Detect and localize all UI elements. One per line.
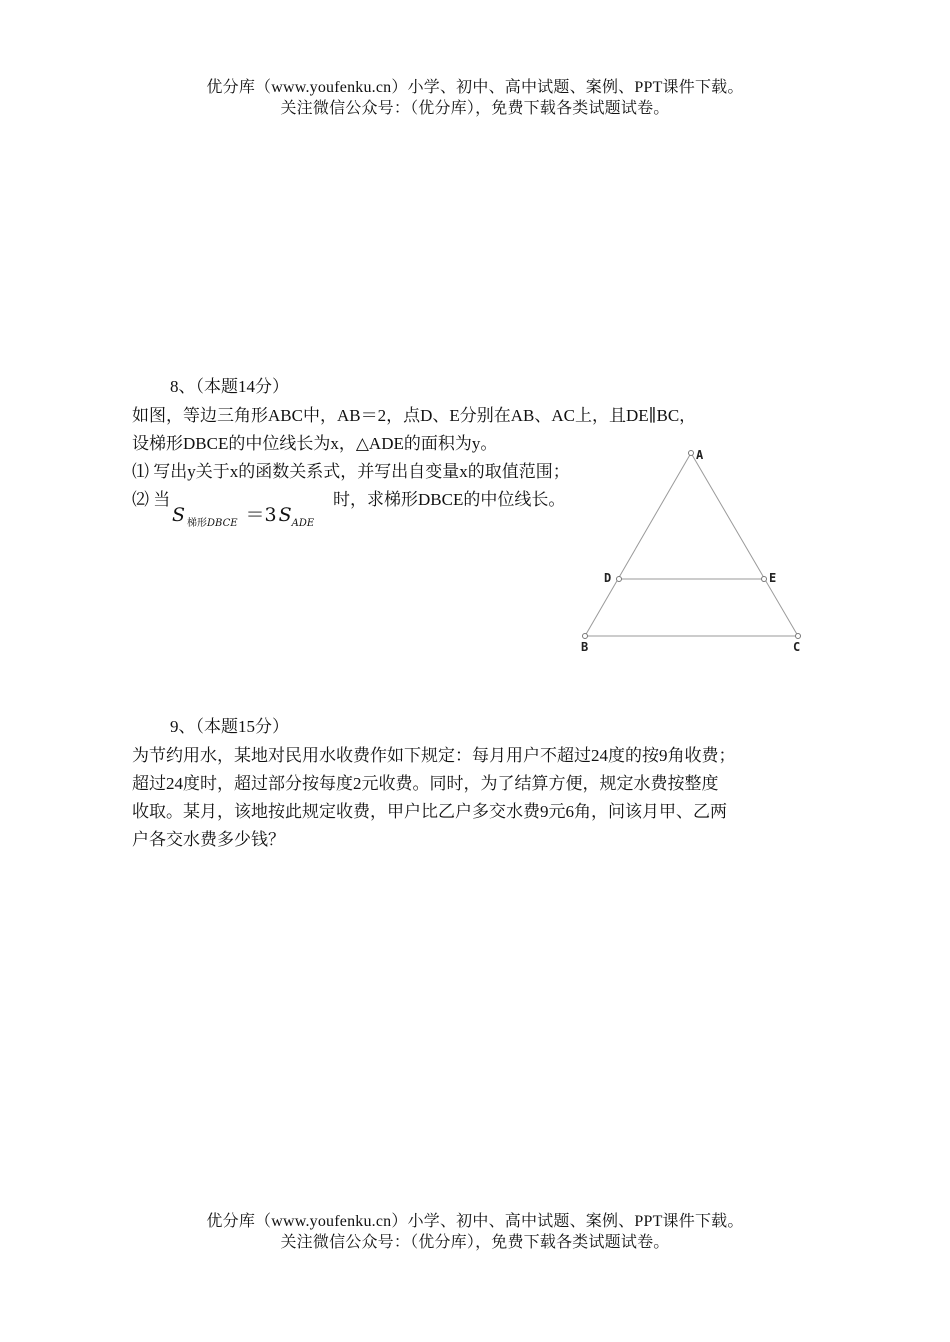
formula-sub-ade: ADE (291, 518, 315, 529)
header-line-1: 优分库（www.youfenku.cn）小学、初中、高中试题、案例、PPT课件下载。 (206, 79, 744, 96)
question-9-line-1: 为节约用水，某地对民用水收费作如下规定：每月用户不超过24度的按9角收费； (132, 746, 736, 765)
footer-line-1: 优分库（www.youfenku.cn）小学、初中、高中试题、案例、PPT课件下载。 (206, 1213, 744, 1230)
label-a: A (696, 448, 704, 462)
point-a (689, 451, 694, 456)
area-ratio-formula (172, 500, 332, 530)
question-9-line-2: 超过24度时，超过部分按每度2元收费。同时，为了结算方便，规定水费按整度 (132, 774, 719, 793)
triangle-figure (570, 440, 820, 660)
formula-sub-dbce: DBCE (207, 518, 238, 529)
question-9-line-3: 收取。某月，该地按此规定收费，甲户比乙户多交水费9元6角，问该月甲、乙两 (132, 802, 727, 821)
page-footer (0, 1211, 950, 1253)
formula-s-trapezoid: S (172, 504, 186, 526)
footer-line-2: 关注微信公众号：（优分库），免费下载各类试题试卷。 (280, 1234, 670, 1251)
question-8-part-2-prefix: ⑵ 当 (132, 490, 171, 509)
side-ab (585, 453, 691, 636)
label-c: C (793, 640, 801, 654)
label-b: B (581, 640, 589, 654)
question-8-part-2-suffix: 时，求梯形DBCE的中位线长。 (333, 490, 566, 509)
formula-s-triangle: S (278, 504, 292, 526)
point-d (617, 577, 622, 582)
question-8-line-1: 如图，等边三角形ABC中，AB＝2，点D、E分别在AB、AC上，且DE∥BC， (132, 406, 697, 425)
page-header (0, 77, 950, 119)
point-e (762, 577, 767, 582)
label-e: E (769, 571, 777, 585)
point-c (796, 634, 801, 639)
question-8-line-2: 设梯形DBCE的中位线长为x，△ADE的面积为y。 (132, 434, 498, 453)
point-b (583, 634, 588, 639)
side-ac (691, 453, 798, 636)
header-line-2: 关注微信公众号：（优分库），免费下载各类试题试卷。 (280, 100, 670, 117)
question-8-part-1: ⑴ 写出y关于x的函数关系式，并写出自变量x的取值范围； (132, 462, 570, 481)
label-d: D (604, 571, 612, 585)
formula-sub-cn: 梯形 (187, 518, 208, 529)
question-9-number: 9、（本题15分） (170, 717, 289, 736)
formula-equals: ＝3 (245, 504, 277, 526)
question-9-line-4: 户各交水费多少钱？ (132, 830, 285, 849)
question-8-number: 8、（本题14分） (170, 377, 289, 396)
